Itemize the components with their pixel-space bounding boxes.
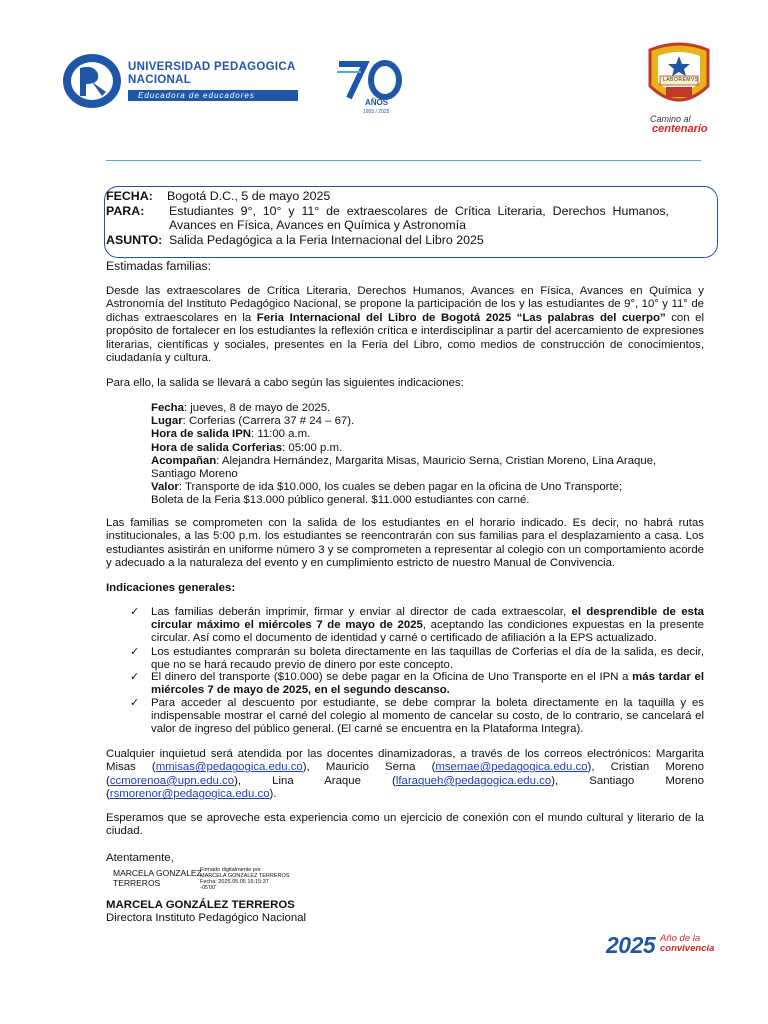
details-list bbox=[151, 402, 691, 508]
asunto-value: Salida Pedagógica a la Feria Internacional del Libro 2025 bbox=[169, 233, 484, 247]
para-row bbox=[106, 204, 144, 218]
bullet-3: El dinero del transporte ($10.000) se debe pagar en la Oficina de Uno Transporte en el IPN a más tardar el miércoles 7 de mayo de 2025, en el segundo descanso. bbox=[151, 671, 704, 697]
email-link-misas[interactable]: mmisas@pedagogica.edu.co bbox=[155, 761, 303, 774]
closing-wish: Esperamos que se aproveche esta experiencia como un ejercicio de conexión con el mundo cultural y literario de la ciudad. bbox=[106, 812, 704, 838]
asunto-row bbox=[106, 233, 162, 247]
anniversary-range: 1955 / 2025 bbox=[363, 109, 390, 115]
para-ello: Para ello, la salida se llevará a cabo según las siguientes indicaciones: bbox=[106, 377, 464, 389]
checkmark-icon: ✓ bbox=[130, 606, 140, 618]
detail-salida-ipn: Hora de salida IPN: 11:00 a.m. bbox=[151, 428, 311, 441]
email-link-moreno-s[interactable]: rsmorenor@pedagogica.edu.co bbox=[109, 788, 270, 801]
contact-paragraph: Cualquier inquietud será atendida por las docentes dinamizadoras, a través de los correos electrónicos: Margarita Misas (mmisas@pedagogica.edu.co), Mauricio Serna (msernae@pedagogica.edu.co), Cristian Moreno (ccmorenoa@upn.edu.co), Lina Araque (lfaraqueh@pedagogica.edu.co), Santiago Moreno (rsmorenor@pedagogica.edu.co). bbox=[106, 748, 704, 801]
digital-signature-details: Firmado digitalmente por MARCELA GONZALEZ TERREROS Fecha: 2025.05.05 16:15:37 -05'00' bbox=[200, 867, 290, 891]
ipn-logo bbox=[640, 42, 718, 137]
bullet-2: Los estudiantes comprarán su boleta directamente en las taquillas de Corferias el día de la salida, es decir, que no se hará recaudo previo de dinero por este concepto. bbox=[151, 646, 704, 672]
greeting: Estimadas familias: bbox=[106, 259, 211, 273]
intro-text-a: Desde las extraescolares de Crítica Literaria, Derechos Humanos, Avances en Física, Avances en Química y Astronomía del Instituto Pedagógico Nacional, se propone la participación de los y las estudiantes de 9°, 10° y 11° de dichas extraescolares en la bbox=[106, 285, 704, 324]
bullet-1: Las familias deberán imprimir, firmar y enviar al director de cada extraescolar, el desprendible de esta circular máximo el miércoles 7 de mayo de 2025, aceptando las condiciones expuestas en la presente circular. Así como el documento de identidad y carné o certificado de afiliación a la EPS actualizado. bbox=[151, 606, 704, 645]
anniversary-years: AÑOS bbox=[365, 98, 389, 107]
fecha-value: Bogotá D.C., 5 de mayo 2025 bbox=[167, 189, 331, 203]
intro-bold: Feria Internacional del Libro de Bogotá 2025 “Las palabras del cuerpo” bbox=[256, 311, 666, 324]
asunto-label: ASUNTO: bbox=[106, 233, 163, 247]
footer-year: 2025 bbox=[606, 932, 656, 958]
upn-logo bbox=[62, 52, 320, 110]
atentamente: Atentamente, bbox=[106, 852, 174, 864]
email-link-serna[interactable]: msernae@pedagogica.edu.co bbox=[435, 761, 588, 774]
ipn-motto: LABOREMVS bbox=[663, 77, 699, 83]
detail-valor: Valor: Transporte de ida $10.000, los cuales se deben pagar en la oficina de Uno Transporte; bbox=[151, 481, 623, 494]
footer-slogan: Año de la convivencia bbox=[660, 933, 715, 954]
fecha-label: FECHA: bbox=[106, 189, 153, 203]
detail-lugar: Lugar: Corferias (Carrera 37 # 24 – 67). bbox=[151, 415, 355, 428]
detail-valor-line2: Boleta de la Feria $13.000 público general. $11.000 estudiantes con carné. bbox=[151, 494, 530, 507]
checkmark-icon: ✓ bbox=[130, 671, 140, 683]
ipn-tag-big: centenario bbox=[652, 123, 708, 135]
detail-fecha: Fecha: jueves, 8 de mayo de 2025. bbox=[151, 402, 331, 414]
university-tagline: Educadora de educadores bbox=[128, 90, 298, 101]
fecha-row bbox=[106, 189, 331, 203]
upn-emblem-icon bbox=[62, 52, 122, 110]
para-label: PARA: bbox=[106, 204, 145, 218]
detail-acompanan: Acompañan: Alejandra Hernández, Margarita Misas, Mauricio Serna, Cristian Moreno, Lina Araque, Santiago Moreno bbox=[151, 454, 657, 481]
bullet-4: Para acceder al descuento por estudiante, se debe comprar la boleta directamente en la taquilla y es indispensable mostrar el carné del colegio al momento de cancelar su costo, de lo contrario, se cancelará el valor de ingreso del público general. (El carné se encuentra en la Plataforma Integra). bbox=[151, 697, 704, 736]
university-name-line2: NACIONAL bbox=[128, 74, 192, 86]
seventy-icon bbox=[335, 58, 410, 102]
email-link-araque[interactable]: lfaraqueh@pedagogica.edu.co bbox=[395, 774, 552, 787]
detail-salida-corferias: Hora de salida Corferias: 05:00 p.m. bbox=[151, 441, 343, 454]
intro-paragraph bbox=[106, 285, 704, 365]
signer-name: MARCELA GONZÁLEZ TERREROS bbox=[106, 899, 295, 911]
compromiso-paragraph: Las familias se comprometen con la salida de los estudiantes en el horario indicado. Es decir, no habrá rutas institucionales, a las 5:00 p.m. los estudiantes se reencontrarán con sus familias para el desplazamiento a casa. Los estudiantes asistirán en uniforme número 3 y se comprometen a representar al colegio con un comportamiento acorde y adecuado a la naturaleza del evento y en cumplimiento estricto de nuestro Manual de Convivencia. bbox=[106, 517, 704, 570]
sig-name-1: MARCELA GONZALEZ bbox=[113, 868, 202, 878]
indicaciones-title: Indicaciones generales: bbox=[106, 582, 236, 594]
intro-text-b: con el propósito de fortalecer en los estudiantes la reflexión crítica e interdisciplinar a partir del acercamiento de expresiones literarias, científicas y sociales, presentes en la Feria del Libro, como medios de construcción de conocimientos, ciudadanía y cultura. bbox=[106, 311, 704, 365]
para-value-line2: Avances en Física, Avances en Química y Astronomía bbox=[169, 218, 467, 232]
anniversary-70-logo bbox=[335, 58, 410, 120]
para-value-line1: Estudiantes 9°, 10° y 11° de extraescolares de Crítica Literaria, Derechos Humanos, bbox=[169, 204, 669, 218]
checkmark-icon: ✓ bbox=[130, 697, 140, 709]
digital-signature bbox=[113, 868, 202, 888]
header-divider bbox=[106, 160, 701, 161]
university-name-line1: UNIVERSIDAD PEDAGOGICA bbox=[128, 61, 296, 73]
email-link-moreno-c[interactable]: ccmorenoa@upn.edu.co bbox=[109, 774, 235, 787]
checkmark-icon: ✓ bbox=[130, 646, 140, 658]
ipn-tag-small: Camino al bbox=[650, 114, 691, 124]
sig-name-2: TERREROS bbox=[113, 878, 161, 888]
signer-role: Directora Instituto Pedagógico Nacional bbox=[106, 912, 307, 924]
